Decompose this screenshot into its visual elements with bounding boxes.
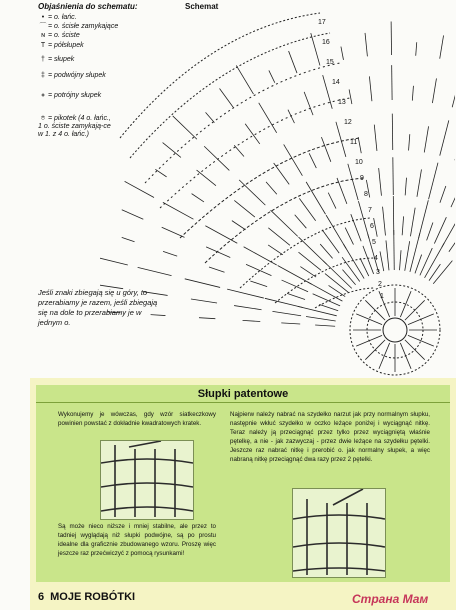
stitch-mark bbox=[440, 35, 444, 58]
stitch-mark bbox=[173, 116, 197, 139]
stitch-mark bbox=[234, 200, 255, 217]
stitch-mark bbox=[410, 233, 420, 272]
left-closing-text: Są może nieco niższe i mniej stabilne, ale przez to tadniej wyglądają niż słupki podwójne, są po prostu idealne dla graficznie zbudowanego wzoru. Proszę więc jeszcze raz przećwiczyć z pomocą rysunkami! bbox=[58, 523, 216, 557]
slip-stitch-symbol: ɴ bbox=[41, 32, 45, 39]
stitch-mark bbox=[417, 169, 422, 196]
stitch-mark bbox=[197, 170, 216, 186]
stitch-mark bbox=[374, 218, 378, 237]
stitch-mark bbox=[311, 33, 320, 65]
stitch-mark bbox=[100, 257, 128, 265]
stitch-mark bbox=[415, 255, 422, 274]
stitch-mark bbox=[274, 163, 290, 184]
stitch-mark bbox=[209, 267, 225, 272]
legend-item: ⌾ = pikotek (4 o. łańc., 1 o. ściste zamykają-ce w 1. z 4 o. łańc.) bbox=[38, 115, 111, 138]
double-crochet-symbol: † bbox=[41, 56, 45, 63]
slip-stitch-closing-symbol: ⌒ bbox=[39, 23, 47, 30]
stitch-mark bbox=[434, 217, 446, 243]
stitch-mark bbox=[351, 214, 361, 241]
stitch-mark bbox=[220, 88, 234, 107]
chart-arc bbox=[180, 138, 360, 238]
row-number: 17 bbox=[318, 19, 326, 26]
illustration-drawing bbox=[293, 489, 385, 577]
stitch-mark bbox=[380, 251, 384, 271]
row-number: 10 bbox=[355, 159, 363, 166]
stitch-mark bbox=[122, 237, 135, 241]
stitch-mark bbox=[452, 73, 455, 107]
right-instructions-text: Najpierw należy nabrać na szydełko narzut jak przy normalnym słupku, następnie wkłuć szydełko w oczko leżące poniżej i wyciągnąć nitkę. Teraz należy ją przeciągnąć przez tylko przez wyciągniętą właśnie pętelkę, a nie - jak zazwyczaj - przez dwie leżące na szydełku pętelki. Jeszcze raz nabrać nitkę i prerobić o. jak normalny słupek, a więc nabraną nitkę przeciągnąć dwa razy przez 2 pętelki. bbox=[230, 411, 430, 463]
stitch-mark bbox=[288, 110, 295, 123]
chart-arc bbox=[130, 33, 330, 158]
stitch-mark bbox=[259, 103, 277, 133]
chart-arc bbox=[145, 63, 340, 183]
stitch-mark bbox=[394, 230, 395, 270]
stitch-illustration-1 bbox=[100, 440, 194, 520]
stitch-mark bbox=[125, 181, 154, 197]
page-footer bbox=[38, 591, 135, 603]
row-number: 8 bbox=[364, 191, 368, 198]
stitch-mark bbox=[122, 210, 144, 219]
stitch-mark bbox=[315, 325, 335, 326]
stitch-mark bbox=[440, 186, 446, 203]
stitch-mark bbox=[400, 291, 411, 317]
stitch-mark bbox=[191, 299, 217, 303]
stitch-mark bbox=[282, 280, 308, 292]
stitch-mark bbox=[192, 194, 204, 202]
row-number: 7 bbox=[368, 207, 372, 214]
stitch-mark bbox=[341, 47, 344, 60]
panel-title: Słupki patentowe bbox=[197, 388, 289, 400]
stitch-mark bbox=[313, 294, 340, 306]
row-number: 3 bbox=[376, 269, 380, 276]
chart-arc bbox=[205, 178, 365, 263]
stitch-mark bbox=[268, 228, 290, 245]
stitch-mark bbox=[451, 182, 455, 207]
stitch-mark bbox=[320, 244, 332, 258]
stitch-mark bbox=[138, 267, 172, 275]
stitch-mark bbox=[300, 267, 316, 278]
stitch-mark bbox=[206, 247, 230, 258]
picot-symbol: ⌾ bbox=[40, 115, 46, 122]
legend-item: ‡ = podwójny słupek bbox=[38, 72, 106, 80]
stitch-mark bbox=[386, 240, 389, 270]
row-number: 14 bbox=[332, 79, 340, 86]
stitch-mark bbox=[272, 311, 301, 315]
stitch-mark bbox=[204, 146, 229, 170]
stitch-mark bbox=[416, 42, 417, 56]
row-number: 4 bbox=[374, 255, 378, 262]
double-treble-symbol: ⧧ bbox=[41, 92, 45, 99]
legend-title: Objaśnienia do schematu: bbox=[38, 2, 138, 11]
stitch-mark bbox=[405, 178, 406, 196]
left-intro-text: Wykonujemy je wówczas, gdy wzór siatkeczkowy powinien powstać z dokładnie kwadratowych kratek. bbox=[58, 411, 216, 427]
stitch-mark bbox=[278, 265, 312, 284]
stitch-mark bbox=[410, 208, 415, 237]
stitch-mark bbox=[205, 226, 237, 244]
stitch-mark bbox=[345, 228, 353, 245]
stitch-mark bbox=[304, 92, 313, 115]
stitch-mark bbox=[358, 137, 361, 153]
row-number: 15 bbox=[326, 59, 334, 66]
magazine-name: MOJE ROBÓTKI bbox=[50, 591, 136, 603]
stitch-mark bbox=[284, 144, 303, 175]
stitch-mark bbox=[374, 125, 377, 151]
stitch-mark bbox=[356, 335, 382, 346]
stitch-mark bbox=[325, 274, 348, 293]
row-number: 2 bbox=[378, 281, 382, 288]
stitch-mark bbox=[319, 304, 338, 310]
stitch-mark bbox=[326, 215, 346, 248]
stitch-mark bbox=[163, 251, 177, 256]
stitch-mark bbox=[342, 270, 355, 285]
stitch-mark bbox=[309, 153, 316, 168]
legend-item: † = słupek bbox=[38, 56, 74, 64]
stitch-mark bbox=[433, 261, 452, 284]
stitch-mark bbox=[269, 70, 275, 82]
stitch-mark bbox=[299, 237, 327, 264]
chart-arc bbox=[160, 98, 350, 208]
stitch-mark bbox=[246, 264, 271, 275]
stitch-mark bbox=[328, 193, 336, 209]
site-watermark: Страна Мам bbox=[352, 592, 429, 606]
stitch-mark bbox=[365, 33, 367, 56]
stitch-mark bbox=[408, 314, 434, 325]
stitch-mark bbox=[442, 213, 455, 247]
stitch-mark bbox=[321, 137, 330, 162]
row-number: 1 bbox=[380, 293, 384, 300]
row-number: 12 bbox=[344, 119, 352, 126]
stitch-mark bbox=[402, 216, 403, 235]
stitch-mark bbox=[265, 298, 303, 307]
stitch-mark bbox=[365, 300, 385, 320]
legend-item: • = o. łańc. bbox=[38, 14, 77, 22]
stitch-mark bbox=[400, 250, 402, 270]
center-ring bbox=[383, 318, 407, 342]
stitch-mark bbox=[206, 112, 215, 122]
stitch-illustration-2 bbox=[292, 488, 386, 578]
stitch-mark bbox=[405, 300, 425, 320]
stitch-mark bbox=[281, 323, 300, 324]
treble-symbol: ‡ bbox=[41, 72, 45, 79]
illustration-drawing bbox=[101, 441, 193, 519]
stitch-mark bbox=[432, 78, 436, 103]
stitch-mark bbox=[295, 215, 307, 228]
stitch-mark bbox=[379, 343, 390, 369]
stitch-mark bbox=[163, 202, 194, 219]
stitch-mark bbox=[306, 316, 336, 321]
stitch-mark bbox=[369, 76, 371, 101]
stitch-mark bbox=[232, 221, 246, 230]
stitch-mark bbox=[383, 207, 386, 236]
stitch-mark bbox=[239, 180, 265, 205]
stitch-mark bbox=[427, 223, 433, 241]
stitch-mark bbox=[336, 122, 346, 157]
stitch-mark bbox=[449, 236, 455, 252]
stitch-mark bbox=[155, 169, 166, 177]
stitch-mark bbox=[405, 241, 410, 271]
row-number: 5 bbox=[372, 239, 376, 246]
stitch-mark bbox=[356, 314, 382, 325]
chain-stitch-symbol: • bbox=[41, 14, 45, 21]
half-double-symbol: T bbox=[40, 42, 46, 49]
row-number: 13 bbox=[338, 99, 346, 106]
stitch-mark bbox=[245, 124, 260, 144]
stitch-mark bbox=[289, 51, 297, 73]
stitch-mark bbox=[400, 343, 411, 369]
stitch-mark bbox=[420, 248, 432, 275]
chart-arc bbox=[275, 258, 375, 303]
row-number: 6 bbox=[370, 223, 374, 230]
legend-item: T = półsłupek bbox=[38, 42, 84, 50]
stitch-mark bbox=[440, 120, 449, 155]
stitch-mark bbox=[243, 320, 261, 321]
stitch-mark bbox=[337, 178, 347, 204]
stitch-mark bbox=[412, 86, 413, 101]
stitch-mark bbox=[365, 340, 385, 360]
stitch-mark bbox=[379, 168, 382, 196]
stitch-mark bbox=[266, 182, 277, 194]
row-number: 11 bbox=[350, 139, 358, 146]
stitch-mark bbox=[299, 198, 315, 220]
note-text: Jeśli znaki zbiegają się u góry, to przerabiamy je razem, jeśli zbiegają się na dole to przerabiamy je w jednym o. bbox=[38, 288, 158, 327]
stitch-mark bbox=[271, 210, 298, 236]
stitch-mark bbox=[348, 164, 358, 200]
stitch-mark bbox=[185, 279, 220, 288]
stitch-mark bbox=[408, 335, 434, 346]
legend-item: ⧧ = potrójny słupek bbox=[38, 92, 101, 100]
legend-item: ⌒ = o. ścisłe zamykające bbox=[39, 23, 119, 30]
stitch-mark bbox=[349, 89, 352, 104]
stitch-mark bbox=[250, 281, 267, 287]
stitch-mark bbox=[424, 126, 428, 152]
stitch-mark bbox=[405, 340, 425, 360]
stitch-mark bbox=[244, 247, 277, 265]
stitch-mark bbox=[162, 227, 185, 237]
stitch-mark bbox=[234, 306, 261, 310]
schemat-label: Schemat bbox=[185, 2, 219, 11]
stitch-mark bbox=[409, 134, 410, 150]
stitch-mark bbox=[429, 163, 438, 200]
stitch-mark bbox=[298, 306, 337, 315]
stitch-mark bbox=[287, 293, 305, 299]
row-number: 9 bbox=[360, 175, 364, 182]
chart-arc bbox=[120, 13, 320, 138]
stitch-mark bbox=[268, 245, 283, 255]
row-number: 16 bbox=[322, 39, 330, 46]
title-divider bbox=[36, 402, 450, 403]
page-number: 6 bbox=[38, 591, 45, 603]
legend-item: ɴ = o. ściste bbox=[38, 32, 80, 40]
stitch-mark bbox=[199, 318, 215, 319]
stitch-mark bbox=[419, 200, 429, 238]
stitch-mark bbox=[342, 257, 360, 281]
stitch-mark bbox=[227, 289, 264, 298]
chart-arc bbox=[240, 218, 370, 288]
stitch-mark bbox=[234, 145, 244, 156]
stitch-mark bbox=[236, 65, 253, 94]
